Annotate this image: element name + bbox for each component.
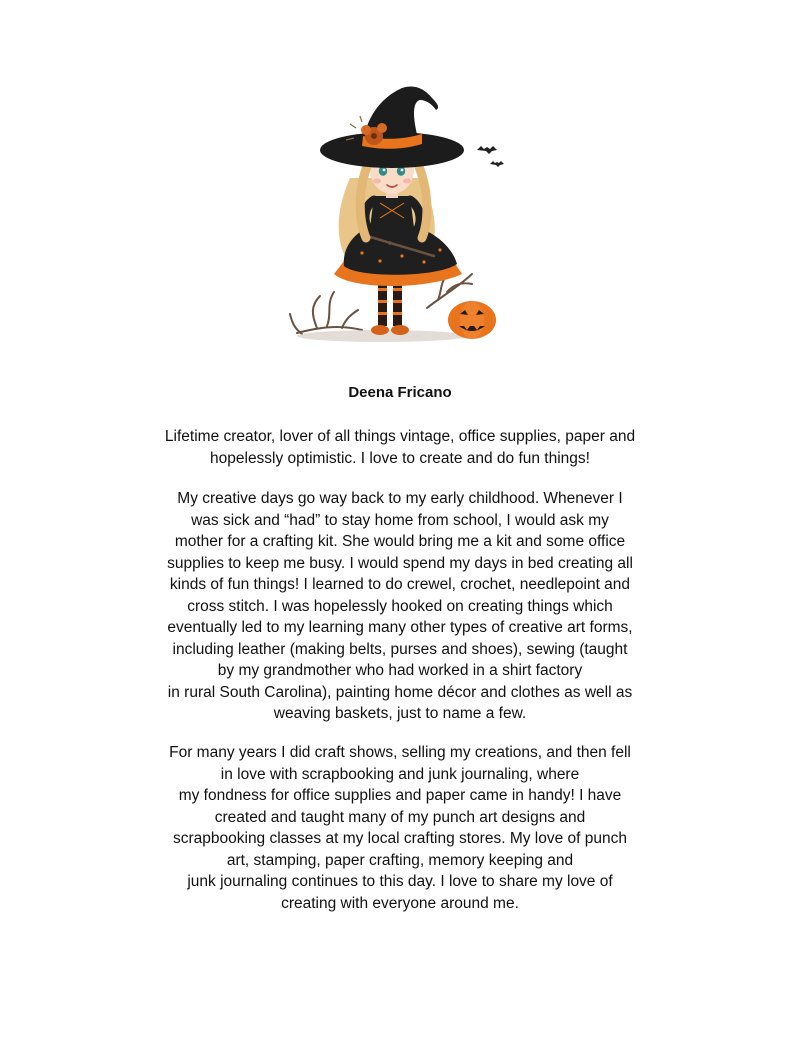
text-line: was sick and “had” to stay home from school, I would ask my xyxy=(191,511,609,529)
text-line: created and taught many of my punch art designs and xyxy=(214,808,586,826)
text-line: weaving baskets, just to name a few. xyxy=(273,705,527,722)
text-line: kinds of fun things! I learned to do crewel, crochet, needlepoint and xyxy=(169,576,631,593)
text-line: junk journaling continues to this day. I love to share my love of xyxy=(187,873,613,890)
text-line: by my grandmother who had worked in a shirt factory xyxy=(217,662,583,679)
text-line: My creative days go way back to my early childhood. Whenever I xyxy=(177,490,623,507)
text-line: my fondness for office supplies and paper came in handy! I have xyxy=(178,787,622,804)
text-line: eventually led to my learning many other types of creative art forms, xyxy=(167,619,633,636)
branch-icon xyxy=(290,292,362,334)
text-line: mother for a crafting kit. She would bring me a kit and some office xyxy=(174,533,626,550)
text-line: creating with everyone around me. xyxy=(281,894,519,912)
witch-girl-illustration xyxy=(262,78,512,350)
text-line: art, stamping, paper crafting, memory keeping and xyxy=(226,851,574,869)
bio-paragraph-3 xyxy=(0,742,800,914)
text-line: in love with scrapbooking and junk journaling, where xyxy=(220,765,580,783)
text-line: including leather (making belts, purses and shoes), sewing (taught xyxy=(172,640,628,658)
text-line: For many years I did craft shows, selling my creations, and then fell xyxy=(169,744,631,761)
bat-icon xyxy=(477,146,497,154)
bio-paragraph-2 xyxy=(0,488,800,725)
bat-icon xyxy=(490,161,504,167)
text-line: in rural South Carolina), painting home décor and clothes as well as xyxy=(167,683,633,701)
text-line: hopelessly optimistic. I love to create and do fun things! xyxy=(210,449,590,467)
text-line: scrapbooking classes at my local crafting stores. My love of punch xyxy=(172,830,627,847)
pumpkin-icon xyxy=(448,301,496,339)
text-line: supplies to keep me busy. I would spend my days in bed creating all xyxy=(167,554,633,572)
author-name: Deena Fricano xyxy=(348,384,452,401)
text-line: cross stitch. I was hopelessly hooked on creating things which xyxy=(187,597,613,615)
witch-girl-with-pumpkin-icon xyxy=(262,78,512,350)
text-line: Lifetime creator, lover of all things vintage, office supplies, paper and xyxy=(164,428,636,445)
bio-paragraph-1 xyxy=(0,426,800,469)
